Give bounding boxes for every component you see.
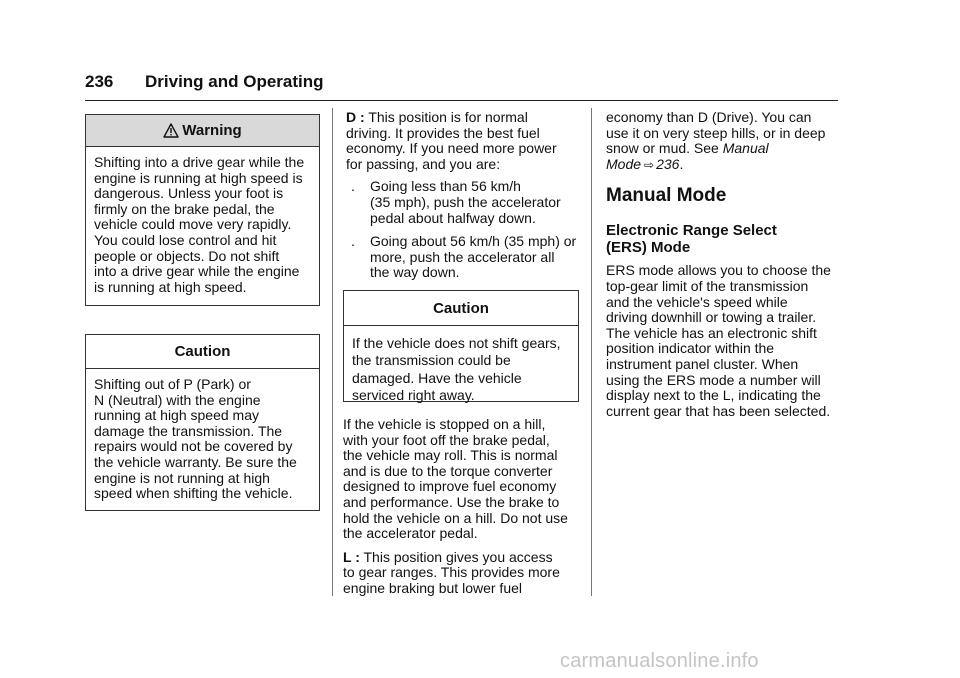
text-line: and the vehicle's speed while — [606, 293, 788, 310]
text-line: Going about 56 km/h (35 mph) or — [370, 233, 577, 250]
drive-label: D : — [346, 109, 365, 125]
ers-paragraph — [606, 263, 842, 419]
text-line: pedal about halfway down. — [370, 209, 536, 226]
watermark: carmanualsonline.info — [560, 650, 759, 672]
caution-text — [344, 326, 578, 413]
text-line: hold the vehicle on a hill. Do not use — [343, 509, 568, 526]
heading-manual-mode: Manual Mode — [606, 185, 727, 207]
text-line: firmly on the brake pedal, the — [94, 200, 275, 217]
text-line: position indicator within the — [606, 340, 775, 357]
warning-title: Warning — [182, 122, 242, 139]
text-line: into a drive gear while the engine — [94, 263, 300, 280]
text-line: driving downhill or towing a trailer. — [606, 309, 817, 326]
text-line: designed to improve fuel economy — [343, 478, 557, 495]
low-position-paragraph — [343, 550, 583, 597]
text-line: the way down. — [370, 264, 460, 281]
text-line: Going less than 56 km/h — [370, 178, 521, 195]
bullet-item — [346, 179, 581, 226]
text-line: the accelerator pedal. — [343, 525, 478, 542]
caution-box-2 — [343, 290, 579, 402]
text-line: snow or mud. See Manual — [606, 140, 769, 157]
text-line: running at high speed may — [94, 407, 259, 424]
caution-title: Caution — [433, 300, 489, 317]
text-line: instrument panel cluster. When — [606, 355, 799, 372]
page-header — [85, 72, 838, 101]
text-line: economy. If you need more power — [346, 140, 557, 157]
text-line: and is due to the torque converter — [343, 462, 553, 479]
text-line: top-gear limit of the transmission — [606, 277, 809, 294]
section-title: Driving and Operating — [145, 72, 324, 91]
text-line: ERS mode allows you to choose the — [606, 262, 831, 279]
text-line: for passing, and you are: — [346, 155, 501, 172]
low-label: L : — [343, 548, 360, 565]
text-line: L : This position gives you access — [343, 548, 553, 565]
text-line: dangerous. Unless your foot is — [94, 185, 284, 202]
text-line: more, push the accelerator all — [370, 248, 555, 265]
bullet-marker: . — [351, 233, 355, 250]
cross-reference-link[interactable]: Mode — [606, 155, 642, 172]
text-line: and performance. Use the brake to — [343, 493, 560, 510]
text-line: damaged. Have the vehicle — [352, 369, 522, 386]
text-line: Mode ⇨ 236. — [606, 155, 684, 172]
text-line: current gear that has been selected. — [606, 402, 831, 419]
text-line: the vehicle may roll. This is normal — [343, 447, 558, 464]
text-line: engine is not running at high — [94, 469, 270, 486]
text-line: N (Neutral) with the engine — [94, 391, 261, 408]
caution-header — [344, 291, 578, 326]
text-line: If the vehicle is stopped on a hill, — [343, 416, 546, 432]
text-line: the vehicle warranty. Be sure the — [94, 453, 297, 470]
text-line: economy than D (Drive). You can — [606, 109, 812, 125]
hill-paragraph — [343, 417, 583, 542]
text-line: Shifting out of P (Park) or — [94, 376, 251, 392]
text-line: (35 mph), push the accelerator — [370, 193, 561, 210]
continuation-paragraph — [606, 110, 842, 173]
column-2-lower — [343, 417, 583, 597]
page-reference-icon: ⇨ — [644, 157, 655, 172]
text-line: display next to the L, indicating the — [606, 387, 821, 404]
drive-position-paragraph — [346, 110, 581, 172]
caution-text — [86, 369, 319, 511]
text-line: people or objects. Do not shift — [94, 247, 280, 264]
warning-header — [86, 115, 319, 147]
page-reference-number[interactable]: 236 — [656, 155, 680, 172]
column-divider-1 — [332, 108, 333, 596]
text-line: with your foot off the brake pedal, — [343, 431, 550, 448]
bullet-marker: . — [351, 178, 355, 195]
text-line: The vehicle has an electronic shift — [606, 324, 817, 341]
text-line: repairs would not be covered by — [94, 438, 293, 455]
text-line: use it on very steep hills, or in deep — [606, 124, 826, 141]
text-line: D : This position is for normal — [346, 109, 528, 125]
text-line: speed when shifting the vehicle. — [94, 485, 293, 502]
text-line: is running at high speed. — [94, 278, 247, 295]
text-line: the transmission could be — [352, 352, 511, 369]
caution-title: Caution — [174, 343, 231, 360]
warning-text — [86, 147, 319, 304]
bullet-item — [346, 234, 581, 281]
warning-triangle-icon — [163, 123, 179, 138]
cross-reference-link[interactable]: Manual — [722, 140, 769, 157]
text-line: to gear ranges. This provides more — [343, 564, 560, 581]
text-line: engine is running at high speed is — [94, 169, 303, 186]
caution-header — [86, 335, 319, 369]
text-line: engine braking but lower fuel — [343, 579, 523, 596]
text-line: serviced right away. — [352, 386, 475, 403]
text-line: damage the transmission. The — [94, 422, 283, 439]
column-divider-2 — [591, 108, 592, 596]
warning-box — [85, 114, 320, 306]
column-2 — [346, 110, 581, 281]
text-line: If the vehicle does not shift gears, — [352, 335, 561, 351]
text-line: vehicle could move very rapidly. — [94, 216, 292, 233]
column-3 — [606, 110, 842, 419]
text-line: driving. It provides the best fuel — [346, 124, 540, 141]
caution-box-1 — [85, 334, 320, 511]
text-line: Shifting into a drive gear while the — [94, 154, 305, 170]
text-line: using the ERS mode a number will — [606, 371, 821, 388]
text-line: You could lose control and hit — [94, 231, 277, 248]
heading-ers-mode: Electronic Range Select (ERS) Mode — [606, 222, 777, 257]
page-number: 236 — [85, 72, 114, 91]
